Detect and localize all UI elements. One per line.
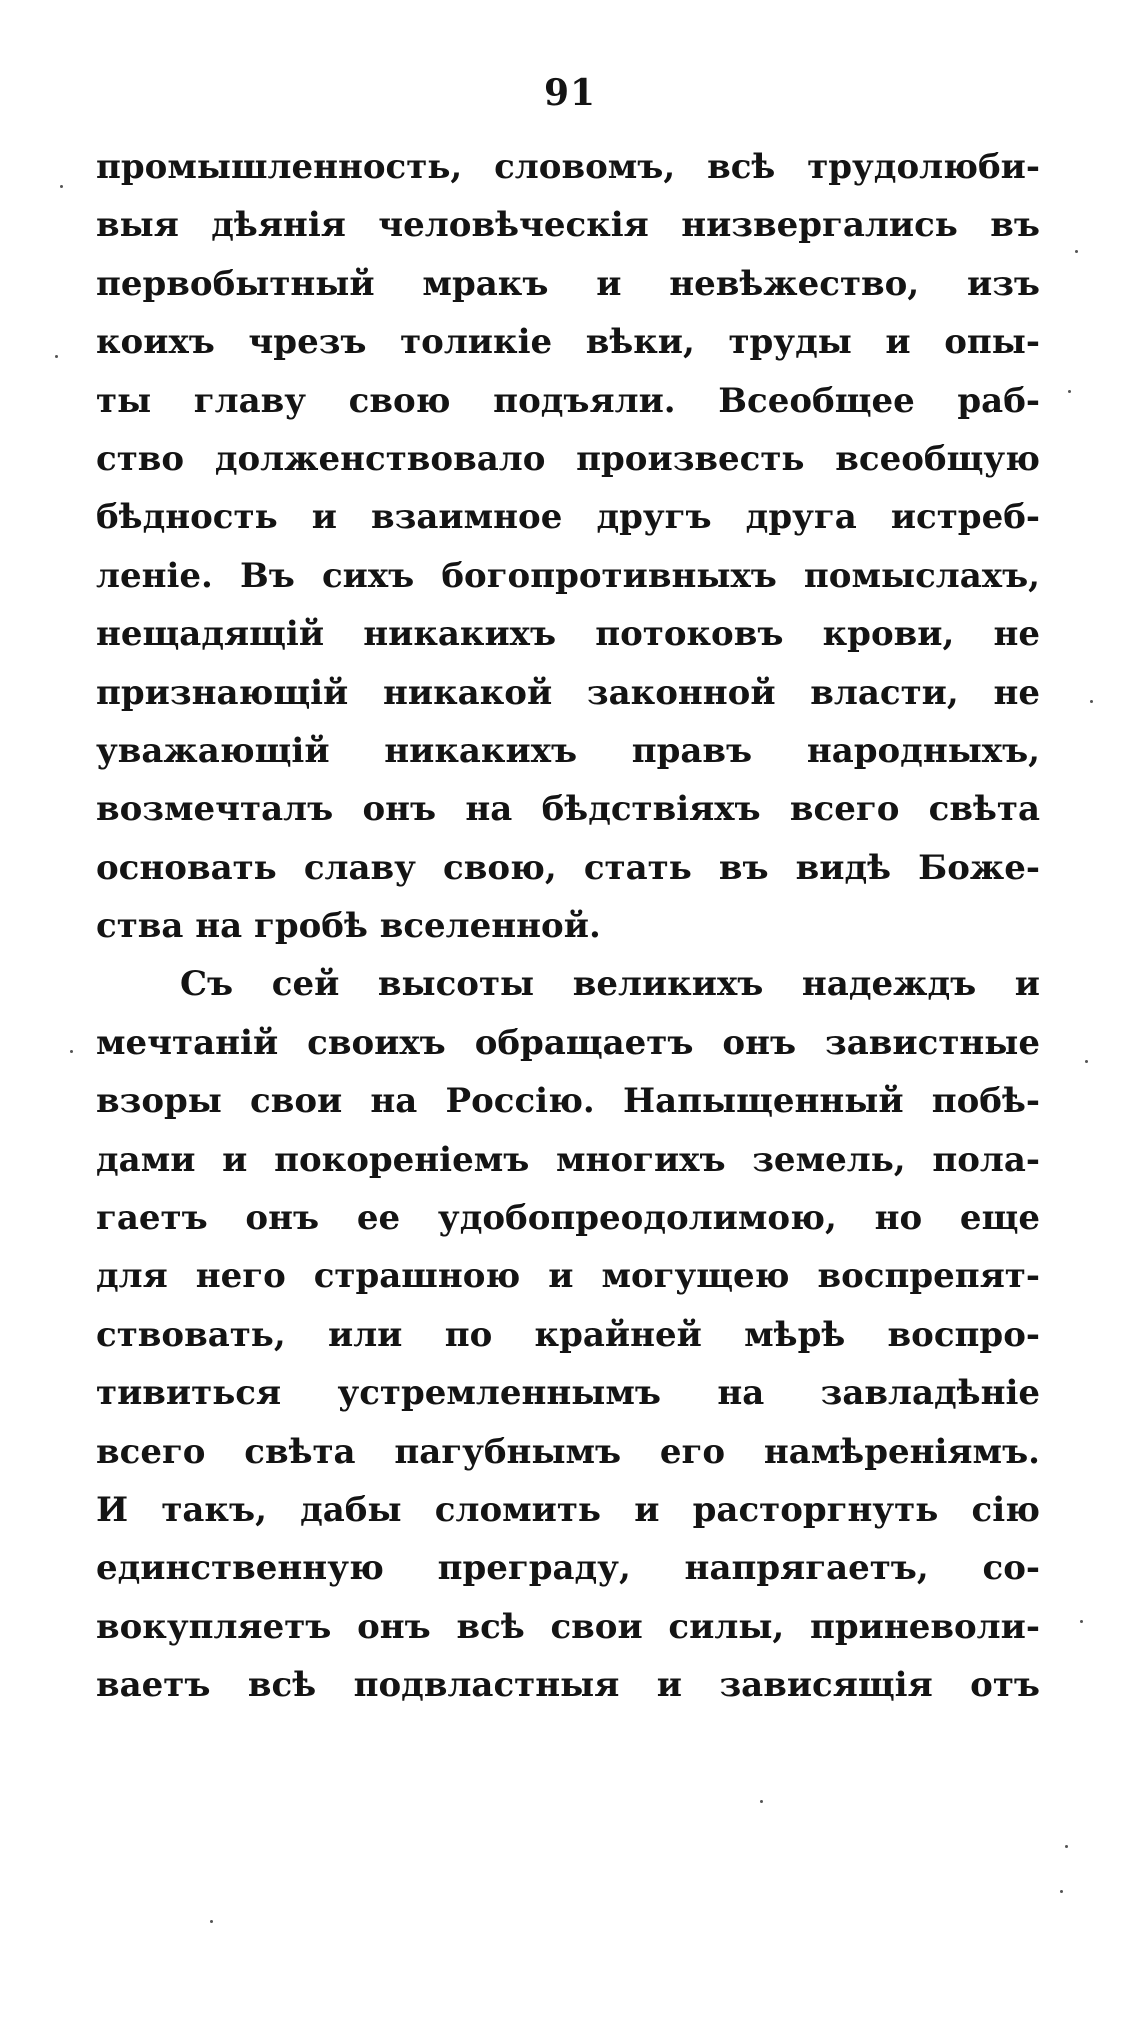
text-line: ствовать, или по крайней мѣрѣ воспро- [96,1314,1040,1355]
text-line: ство долженствовало произвесть всеобщую [96,438,1040,479]
text-line: бѣдность и взаимное другъ друга истреб- [96,497,1040,538]
text-line: для него страшною и могущею воспрепят- [96,1256,1040,1297]
text-line: уважающій никакихъ правъ народныхъ, [96,730,1040,771]
text-line: первобытный мракъ и невѣжество, изъ [96,263,1040,304]
scan-speck [1065,1845,1068,1848]
text-line: всего свѣта пагубнымъ его намѣреніямъ. [96,1431,1040,1472]
text-line: ты главу свою подъяли. Всеобщее раб- [96,380,1040,421]
text-line: мечтаній своихъ обращаетъ онъ завистные [96,1022,1040,1063]
text-line: единственную преграду, напрягаетъ, со- [96,1548,1040,1589]
scan-speck [60,185,63,188]
text-line: нещадящій никакихъ потоковъ крови, не [96,614,1040,655]
text-line: основать славу свою, стать въ видѣ Боже- [96,847,1040,888]
text-line: выя дѣянія человѣческія низвергались въ [96,205,1040,246]
scan-speck [55,355,58,358]
scan-speck [760,1800,763,1803]
text-line: промышленность, словомъ, всѣ трудолюби- [96,147,1040,187]
text-line: коихъ чрезъ толикіе вѣки, труды и опы- [96,322,1040,363]
text-line: И такъ, дабы сломить и расторгнуть сію [96,1489,1040,1530]
text-line: признающій никакой законной власти, не [96,672,1040,713]
scan-speck [1060,1890,1063,1893]
scan-speck [210,1920,213,1923]
scan-speck [1075,250,1078,253]
scan-speck [1080,1620,1083,1623]
paragraph-end-line: ства на гробѣ вселенной. [96,906,601,947]
scan-speck [1068,390,1071,393]
body-text [96,138,1040,1715]
text-line: гаетъ онъ ее удобопреодолимою, но еще [96,1198,1040,1239]
paragraph-start-line: Съ сей высоты великихъ надеждъ и [180,964,1040,1005]
text-line: тивиться устремленнымъ на завладѣніе [96,1373,1040,1414]
text-line: леніе. Въ сихъ богопротивныхъ помыслахъ, [96,555,1040,596]
text-line: ваетъ всѣ подвластныя и зависящія отъ [96,1665,1040,1706]
page-number: 91 [543,72,597,114]
text-line: взоры свои на Россію. Напыщенный побѣ- [96,1081,1040,1122]
scan-speck [1090,700,1093,703]
text-line: вокупляетъ онъ всѣ свои силы, приневоли- [96,1606,1040,1647]
scan-speck [1085,1060,1088,1063]
text-line: возмечталъ онъ на бѣдствіяхъ всего свѣта [96,789,1040,830]
scan-speck [70,1050,73,1053]
text-line: дами и покореніемъ многихъ земель, пола- [96,1139,1040,1180]
